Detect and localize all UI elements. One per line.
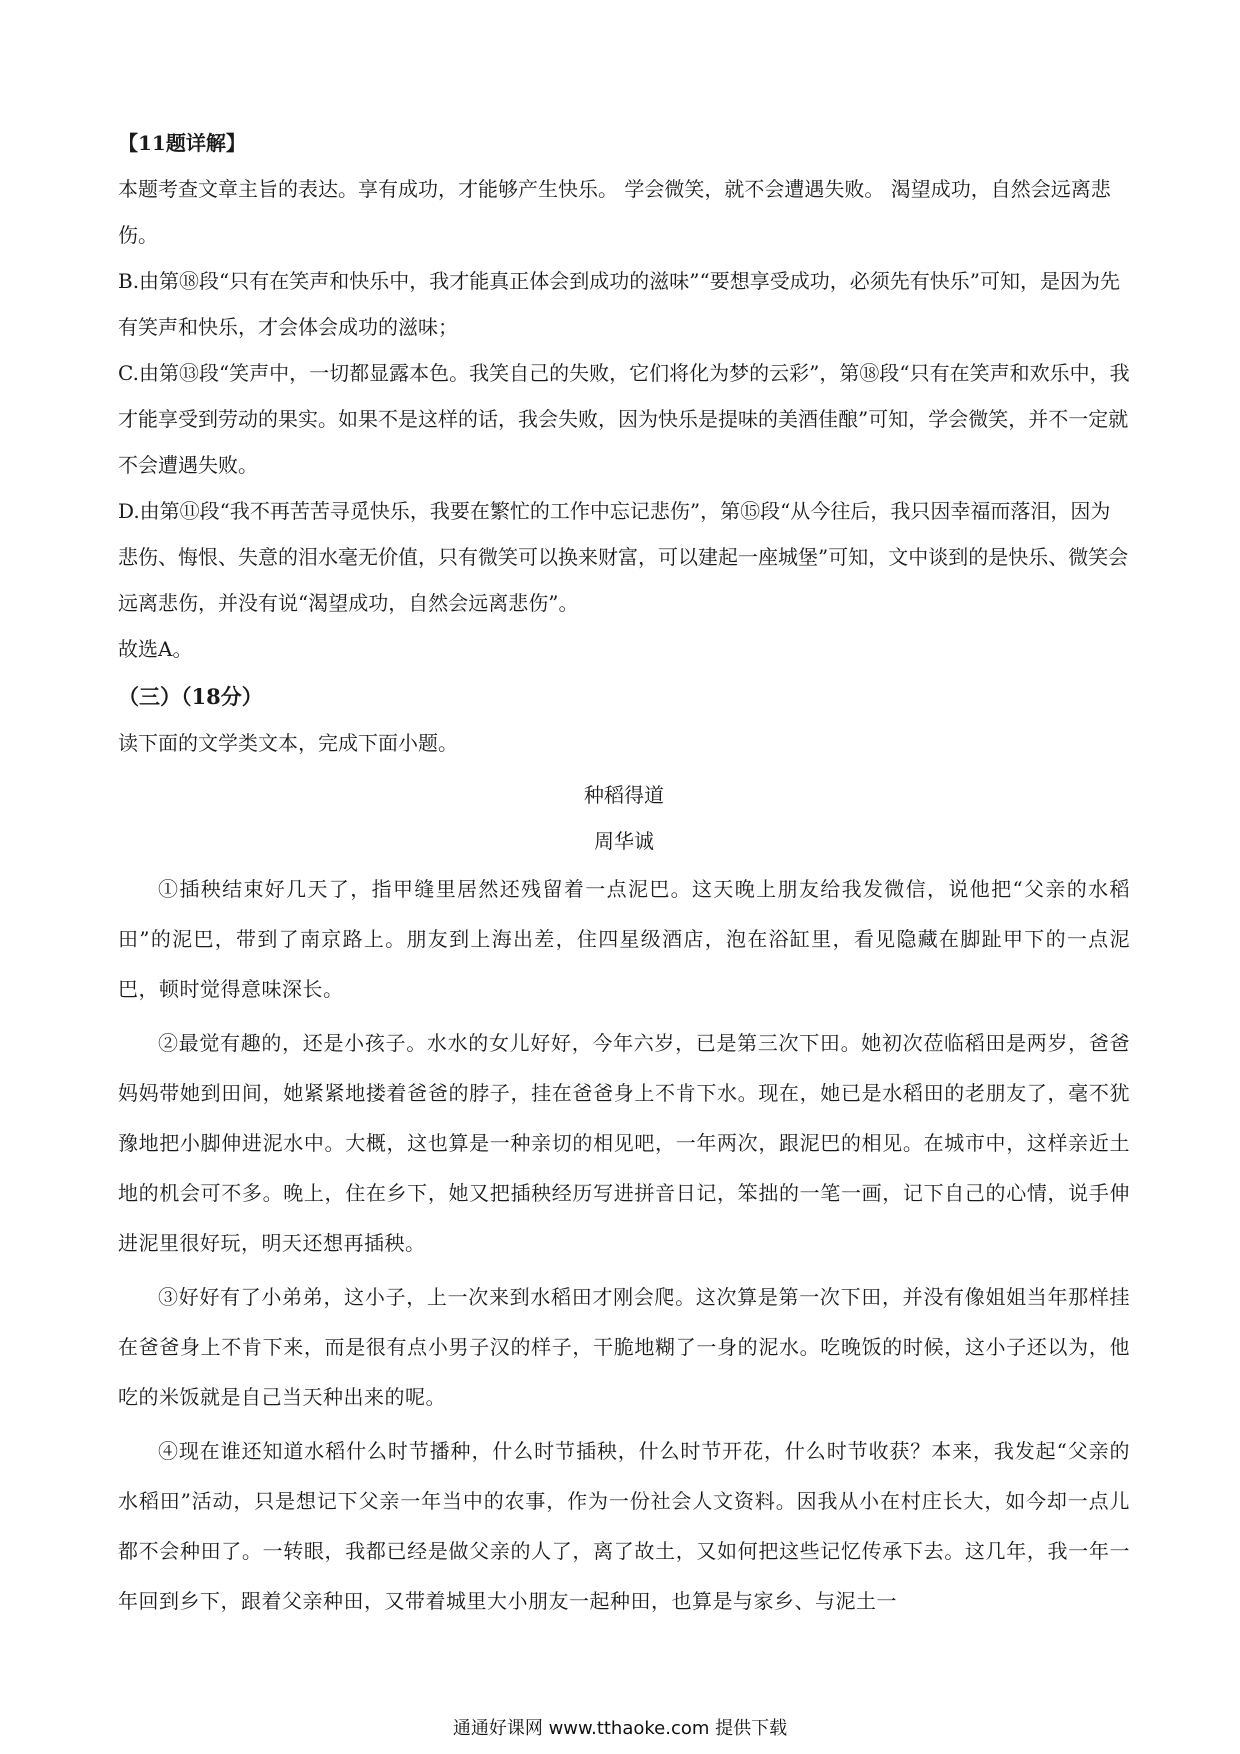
article-title: 种稻得道 (584, 783, 664, 807)
article-paragraph: ③好好有了小弟弟，这小子，上一次来到水稻田才刚会爬。这次算是第一次下田，并没有像姐姐当年那样挂在爸爸身上不肯下来，而是很有点小男子汉的样子，干脆地糊了一身的泥水。吃晚饭的时候，这小子还以为，他吃的米饭就是自己当天种出来的呢。 (118, 1285, 1130, 1409)
article-body (118, 864, 1130, 1626)
q11-answer: 故选A。 (118, 637, 193, 661)
page-footer: 通通好课网 www.tthaoke.com 提供下载 (452, 1718, 788, 1739)
article-paragraph: ①插秧结束好几天了，指甲缝里居然还残留着一点泥巴。这天晚上朋友给我发微信，说他把“父亲的水稻田”的泥巴，带到了南京路上。朋友到上海出差，住四星级酒店，泡在浴缸里，看见隐藏在脚趾甲下的一点泥巴，顿时觉得意味深长。 (118, 877, 1130, 1001)
article-author: 周华诚 (594, 829, 654, 853)
section-3-instruction: 读下面的文学类文本，完成下面小题。 (118, 731, 458, 755)
section-3-title: （三）（18分） (118, 684, 263, 709)
q11-heading: 【11题详解】 (118, 131, 246, 155)
article-paragraph: ②最觉有趣的，还是小孩子。水水的女儿好好，今年六岁，已是第三次下田。她初次莅临稻田是两岁，爸爸妈妈带她到田间，她紧紧地搂着爸爸的脖子，挂在爸爸身上不肯下水。现在，她已是水稻田的老朋友了，毫不犹豫地把小脚伸进泥水中。大概，这也算是一种亲切的相见吧，一年两次，跟泥巴的相见。在城市中，这样亲近土地的机会可不多。晚上，住在乡下，她又把插秧经历写进拼音日记，笨拙的一笔一画，记下自己的心情，说手伸进泥里很好玩，明天还想再插秧。 (118, 1031, 1130, 1255)
page-content (118, 120, 1130, 1626)
q11-option-b: B.由第⑱段“只有在笑声和快乐中，我才能真正体会到成功的滋味”“要想享受成功，必须先有快乐”可知，是因为先有笑声和快乐，才会体会成功的滋味； (118, 269, 1120, 339)
q11-option-d: D.由第⑪段“我不再苦苦寻觅快乐，我要在繁忙的工作中忘记悲伤”，第⑮段“从今往后，我只因幸福而落泪，因为悲伤、悔恨、失意的泪水毫无价值，只有微笑可以换来财富，可以建起一座城堡”可知，文中谈到的是快乐、微笑会远离悲伤，并没有说“渴望成功，自然会远离悲伤”。 (118, 499, 1129, 615)
q11-intro: 本题考查文章主旨的表达。享有成功，才能够产生快乐。 学会微笑，就不会遭遇失败。 渴望成功，自然会远离悲伤。 (118, 177, 1111, 247)
article-paragraph: ④现在谁还知道水稻什么时节播种，什么时节插秧，什么时节开花，什么时节收获？本来，我发起“父亲的水稻田”活动，只是想记下父亲一年当中的农事，作为一份社会人文资料。因我从小在村庄长大，如今却一点儿都不会种田了。一转眼，我都已经是做父亲的人了，离了故土，又如何把这些记忆传承下去。这几年，我一年一年回到乡下，跟着父亲种田，又带着城里大小朋友一起种田，也算是与家乡、与泥土一 (118, 1439, 1130, 1613)
q11-option-c: C.由第⑬段“笑声中，一切都显露本色。我笑自己的失败，它们将化为梦的云彩”，第⑱段“只有在笑声和欢乐中，我才能享受到劳动的果实。如果不是这样的话，我会失败，因为快乐是提味的美酒佳酿”可知，学会微笑，并不一定就不会遭遇失败。 (118, 361, 1130, 477)
